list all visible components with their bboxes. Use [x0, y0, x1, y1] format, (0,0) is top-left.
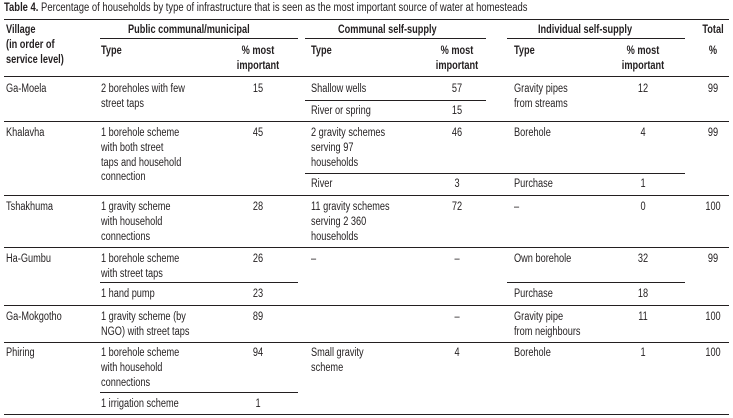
communal-type: – [311, 253, 317, 265]
header-pct: % most important [435, 45, 479, 72]
public-type: 1 borehole scheme with household connections [101, 347, 180, 389]
communal-pct: 15 [451, 105, 463, 117]
communal-pct: 72 [451, 201, 463, 213]
communal-pct: – [454, 311, 460, 323]
individual-type: Borehole [514, 347, 551, 359]
caption-label: Table 4. [4, 2, 39, 14]
sub-rule [305, 173, 685, 174]
public-type: 1 hand pump [101, 288, 155, 300]
public-pct: 23 [252, 288, 264, 300]
communal-pct: 57 [451, 83, 463, 95]
individual-pct: 11 [638, 311, 648, 323]
communal-type: 11 gravity schemes serving 2 360 households [311, 201, 390, 243]
communal-type: 2 gravity schemes serving 97 households [311, 127, 386, 169]
header-total: Total [702, 24, 724, 36]
header-rule [4, 76, 729, 77]
table-caption [4, 2, 527, 14]
individual-pct: 1 [640, 178, 646, 190]
individual-type: Gravity pipes from streams [514, 83, 568, 110]
public-pct: 15 [252, 83, 264, 95]
header-communal: Communal self-supply [338, 24, 437, 36]
communal-type: River or spring [311, 105, 371, 117]
individual-type: Borehole [514, 127, 551, 139]
public-type: 1 borehole scheme with both street taps and household connection [101, 127, 182, 184]
sub-rule [100, 392, 298, 393]
village-cell: Ga-Mokgotho [6, 311, 62, 323]
header-pct: % most important [621, 45, 665, 72]
public-pct: 1 [255, 398, 261, 410]
row-rule [4, 305, 729, 306]
bottom-rule [4, 414, 729, 415]
public-type: 2 boreholes with few street taps [101, 83, 185, 110]
header-pct: % most important [236, 45, 280, 72]
individual-pct: 0 [640, 201, 646, 213]
individual-pct: 18 [637, 288, 649, 300]
communal-pct: 3 [454, 178, 460, 190]
communal-type: Shallow wells [311, 83, 367, 95]
public-pct: 45 [252, 127, 264, 139]
village-cell: Ga-Moela [6, 83, 47, 95]
communal-pct: 46 [451, 127, 463, 139]
individual-type: – [514, 201, 520, 213]
caption-text: Percentage of households by type of infrastructure that is seen as the most important source of water at homesteads [38, 2, 528, 14]
individual-pct: 1 [640, 347, 646, 359]
village-cell: Phiring [6, 347, 35, 359]
public-pct: 26 [252, 253, 264, 265]
sub-rule [305, 100, 486, 101]
top-rule [4, 19, 729, 20]
public-pct: 28 [252, 201, 264, 213]
individual-type: Purchase [514, 178, 553, 190]
header-type: Type [101, 45, 122, 57]
row-rule [4, 247, 729, 248]
row-rule [4, 342, 729, 343]
header-type: Type [514, 45, 535, 57]
individual-pct: 4 [640, 127, 646, 139]
individual-type: Gravity pipe from neighbours [514, 311, 581, 338]
village-cell: Khalavha [6, 127, 45, 139]
individual-pct: 32 [637, 253, 649, 265]
group-rule [305, 38, 486, 39]
total-cell: 99 [707, 83, 719, 95]
individual-pct: 12 [637, 83, 649, 95]
row-rule [4, 195, 729, 196]
header-individual: Individual self-supply [538, 24, 633, 36]
total-cell: 100 [705, 347, 721, 359]
header-village: Village (in order of service level) [6, 24, 64, 66]
communal-pct: 4 [454, 347, 460, 359]
village-cell: Ha-Gumbu [6, 253, 51, 265]
public-type: 1 irrigation scheme [101, 398, 179, 410]
public-pct: 89 [252, 311, 264, 323]
total-cell: 99 [707, 127, 719, 139]
header-type: Type [311, 45, 332, 57]
sub-rule [507, 282, 685, 283]
header-public: Public communal/municipal [128, 24, 250, 36]
row-rule [4, 121, 729, 122]
public-type: 1 gravity scheme (by NGO) with street taps [101, 311, 190, 338]
header-total-unit: % [708, 45, 718, 57]
communal-type: River [311, 178, 333, 190]
sub-rule [100, 282, 298, 283]
total-cell: 100 [705, 311, 721, 323]
communal-type: Small gravity scheme [311, 347, 364, 374]
total-cell: 100 [705, 201, 721, 213]
individual-type: Purchase [514, 288, 553, 300]
group-rule [507, 38, 685, 39]
group-rule [100, 38, 298, 39]
public-pct: 94 [252, 347, 264, 359]
public-type: 1 gravity scheme with household connections [101, 201, 171, 243]
individual-type: Own borehole [514, 253, 572, 265]
communal-pct: – [454, 253, 460, 265]
public-type: 1 borehole scheme with street taps [101, 253, 180, 280]
village-cell: Tshakhuma [6, 201, 54, 213]
total-cell: 99 [707, 253, 719, 265]
